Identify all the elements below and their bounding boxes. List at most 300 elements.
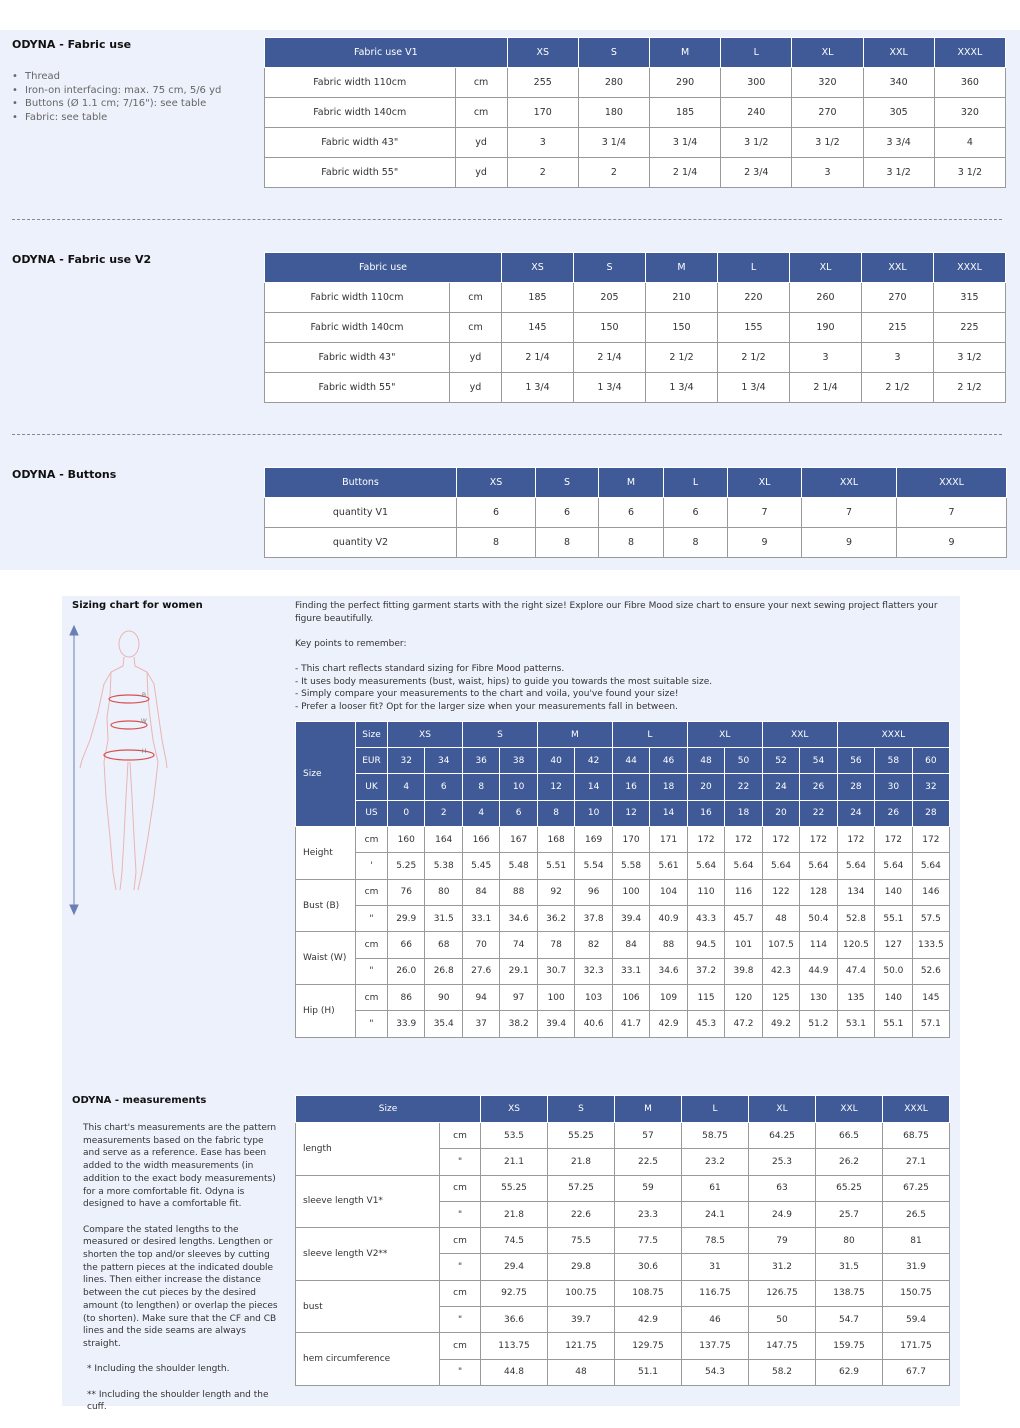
value-cell: 2 bbox=[578, 158, 649, 188]
value-cell: 70 bbox=[462, 932, 499, 958]
unit-cell: cm bbox=[455, 98, 507, 128]
table-row bbox=[296, 879, 950, 905]
measure-label: Waist (W) bbox=[296, 932, 356, 985]
size-header: Size bbox=[356, 722, 388, 748]
unit-cell: " bbox=[440, 1201, 481, 1227]
unit-cell: cm bbox=[440, 1280, 481, 1306]
size-number: 24 bbox=[837, 800, 874, 826]
size-header: L bbox=[664, 468, 728, 498]
table-row bbox=[296, 1280, 950, 1306]
value-cell: 9 bbox=[897, 528, 1007, 558]
value-cell: 127 bbox=[875, 932, 912, 958]
value-cell: 107.5 bbox=[762, 932, 799, 958]
value-cell: 45.7 bbox=[725, 906, 762, 932]
size-number: 14 bbox=[575, 774, 612, 800]
table-row bbox=[296, 853, 950, 879]
value-cell: 4 bbox=[934, 128, 1005, 158]
value-cell: 59.4 bbox=[883, 1307, 950, 1333]
row-label: Fabric width 110cm bbox=[265, 68, 456, 98]
value-cell: 150 bbox=[646, 313, 718, 343]
value-cell: 38.2 bbox=[500, 1011, 537, 1037]
value-cell: 1 3/4 bbox=[574, 373, 646, 403]
table-row bbox=[265, 373, 1006, 403]
row-label: Fabric width 43" bbox=[265, 343, 450, 373]
value-cell: 138.75 bbox=[816, 1280, 883, 1306]
size-header: XXXL bbox=[934, 38, 1005, 68]
size-group-header: XXL bbox=[762, 722, 837, 748]
value-cell: 67.7 bbox=[883, 1359, 950, 1385]
size-number: 54 bbox=[800, 748, 837, 774]
value-cell: 23.3 bbox=[615, 1201, 682, 1227]
size-row-label: Size bbox=[296, 722, 356, 827]
value-cell: 48 bbox=[762, 906, 799, 932]
value-cell: 100 bbox=[612, 879, 649, 905]
materials-item: • Iron-on interfacing: max. 75 cm, 5/6 yd bbox=[12, 84, 221, 98]
value-cell: 134 bbox=[837, 879, 874, 905]
materials-item: • Buttons (Ø 1.1 cm; 7/16"): see table bbox=[12, 97, 221, 111]
value-cell: 96 bbox=[575, 879, 612, 905]
value-cell: 225 bbox=[934, 313, 1006, 343]
value-cell: 100 bbox=[537, 984, 574, 1010]
value-cell: 21.8 bbox=[548, 1149, 615, 1175]
table-row bbox=[296, 1011, 950, 1037]
size-header: XS bbox=[457, 468, 536, 498]
table-header-row bbox=[265, 38, 1006, 68]
measure-label: hem circumference bbox=[296, 1333, 440, 1386]
value-cell: 140 bbox=[875, 879, 912, 905]
size-header: L bbox=[721, 38, 792, 68]
value-cell: 25.7 bbox=[816, 1201, 883, 1227]
value-cell: 42.3 bbox=[762, 958, 799, 984]
value-cell: 172 bbox=[837, 827, 874, 853]
hip-marker: H bbox=[142, 749, 147, 755]
value-cell: 27.1 bbox=[883, 1149, 950, 1175]
value-cell: 51.1 bbox=[615, 1359, 682, 1385]
value-cell: 29.9 bbox=[388, 906, 425, 932]
value-cell: 5.64 bbox=[800, 853, 837, 879]
size-number: 28 bbox=[912, 800, 949, 826]
size-header: M bbox=[599, 468, 664, 498]
value-cell: 255 bbox=[507, 68, 578, 98]
value-cell: 8 bbox=[664, 528, 728, 558]
value-cell: 29.8 bbox=[548, 1254, 615, 1280]
value-cell: 40.9 bbox=[650, 906, 687, 932]
unit-cell: " bbox=[440, 1359, 481, 1385]
size-number: 32 bbox=[388, 748, 425, 774]
value-cell: 6 bbox=[457, 498, 536, 528]
unit-cell: " bbox=[356, 906, 388, 932]
measure-label: Height bbox=[296, 827, 356, 880]
table-row bbox=[296, 932, 950, 958]
value-cell: 3 1/2 bbox=[863, 158, 934, 188]
value-cell: 5.64 bbox=[912, 853, 949, 879]
measurements-footnote: * Including the shoulder length. bbox=[87, 1364, 230, 1375]
size-number: 58 bbox=[875, 748, 912, 774]
value-cell: 26.8 bbox=[425, 958, 462, 984]
value-cell: 2 1/2 bbox=[862, 373, 934, 403]
value-cell: 31 bbox=[682, 1254, 749, 1280]
size-number: 6 bbox=[500, 800, 537, 826]
value-cell: 120.5 bbox=[837, 932, 874, 958]
unit-cell: yd bbox=[455, 128, 507, 158]
value-cell: 54.3 bbox=[682, 1359, 749, 1385]
value-cell: 78.5 bbox=[682, 1228, 749, 1254]
size-system-label: EUR bbox=[356, 748, 388, 774]
size-header: XL bbox=[792, 38, 863, 68]
value-cell: 88 bbox=[650, 932, 687, 958]
size-header: XXL bbox=[862, 253, 934, 283]
value-cell: 81 bbox=[883, 1228, 950, 1254]
value-cell: 2 1/4 bbox=[650, 158, 721, 188]
size-number: 0 bbox=[388, 800, 425, 826]
value-cell: 92 bbox=[537, 879, 574, 905]
value-cell: 88 bbox=[500, 879, 537, 905]
value-cell: 23.2 bbox=[682, 1149, 749, 1175]
value-cell: 215 bbox=[862, 313, 934, 343]
sizing-title: Sizing chart for women bbox=[72, 600, 203, 611]
value-cell: 92.75 bbox=[481, 1280, 548, 1306]
measure-label: Hip (H) bbox=[296, 984, 356, 1037]
row-label: quantity V2 bbox=[265, 528, 457, 558]
value-cell: 42.9 bbox=[650, 1011, 687, 1037]
value-cell: 360 bbox=[934, 68, 1005, 98]
value-cell: 55.1 bbox=[875, 1011, 912, 1037]
value-cell: 170 bbox=[612, 827, 649, 853]
size-header: XL bbox=[728, 468, 802, 498]
value-cell: 160 bbox=[388, 827, 425, 853]
value-cell: 9 bbox=[728, 528, 802, 558]
value-cell: 128 bbox=[800, 879, 837, 905]
value-cell: 5.64 bbox=[762, 853, 799, 879]
size-number: 6 bbox=[425, 774, 462, 800]
value-cell: 122 bbox=[762, 879, 799, 905]
size-header: XXL bbox=[802, 468, 897, 498]
value-cell: 24.9 bbox=[749, 1201, 816, 1227]
unit-cell: cm bbox=[440, 1175, 481, 1201]
value-cell: 33.1 bbox=[462, 906, 499, 932]
row-label: Fabric width 55" bbox=[265, 158, 456, 188]
value-cell: 50.0 bbox=[875, 958, 912, 984]
fabric-v1-title: ODYNA - Fabric use bbox=[12, 38, 132, 51]
size-number: 34 bbox=[425, 748, 462, 774]
value-cell: 2 1/2 bbox=[718, 343, 790, 373]
size-number: 52 bbox=[762, 748, 799, 774]
value-cell: 5.38 bbox=[425, 853, 462, 879]
buttons-title: ODYNA - Buttons bbox=[12, 468, 117, 481]
value-cell: 220 bbox=[718, 283, 790, 313]
value-cell: 5.25 bbox=[388, 853, 425, 879]
value-cell: 2 bbox=[507, 158, 578, 188]
value-cell: 172 bbox=[762, 827, 799, 853]
value-cell: 315 bbox=[934, 283, 1006, 313]
value-cell: 8 bbox=[599, 528, 664, 558]
measurements-note: This chart's measurements are the pattern measurements based on the fabric type and serve as a reference. Ease has been added to the width measurements (in addition to the exact body measurements) for a more comfortable fit. Odyna is designed to have a comfortable fit. bbox=[83, 1123, 277, 1210]
value-cell: 147.75 bbox=[749, 1333, 816, 1359]
value-cell: 190 bbox=[790, 313, 862, 343]
value-cell: 110 bbox=[687, 879, 724, 905]
unit-cell: yd bbox=[450, 373, 502, 403]
size-number: 36 bbox=[462, 748, 499, 774]
value-cell: 3 bbox=[790, 343, 862, 373]
size-header: XS bbox=[502, 253, 574, 283]
value-cell: 42.9 bbox=[615, 1307, 682, 1333]
size-number: 16 bbox=[612, 774, 649, 800]
value-cell: 167 bbox=[500, 827, 537, 853]
value-cell: 104 bbox=[650, 879, 687, 905]
value-cell: 5.64 bbox=[687, 853, 724, 879]
value-cell: 30.7 bbox=[537, 958, 574, 984]
unit-cell: cm bbox=[450, 313, 502, 343]
value-cell: 24.1 bbox=[682, 1201, 749, 1227]
value-cell: 1 3/4 bbox=[718, 373, 790, 403]
value-cell: 39.7 bbox=[548, 1307, 615, 1333]
unit-cell: " bbox=[440, 1254, 481, 1280]
value-cell: 120 bbox=[725, 984, 762, 1010]
size-number: 2 bbox=[425, 800, 462, 826]
arrow-down-icon bbox=[70, 905, 78, 914]
value-cell: 3 3/4 bbox=[863, 128, 934, 158]
value-cell: 30.6 bbox=[615, 1254, 682, 1280]
size-group-header: XS bbox=[388, 722, 463, 748]
unit-cell: " bbox=[356, 958, 388, 984]
value-cell: 5.64 bbox=[875, 853, 912, 879]
fabric-v1-table bbox=[264, 37, 1006, 188]
value-cell: 67.25 bbox=[883, 1175, 950, 1201]
intro-point: - This chart reflects standard sizing for Fibre Mood patterns. bbox=[295, 663, 565, 674]
value-cell: 84 bbox=[462, 879, 499, 905]
value-cell: 140 bbox=[875, 984, 912, 1010]
table-row bbox=[296, 1175, 950, 1201]
value-cell: 77.5 bbox=[615, 1228, 682, 1254]
value-cell: 21.1 bbox=[481, 1149, 548, 1175]
value-cell: 57 bbox=[615, 1123, 682, 1149]
materials-item: • Fabric: see table bbox=[12, 111, 221, 125]
value-cell: 37.2 bbox=[687, 958, 724, 984]
value-cell: 34.6 bbox=[500, 906, 537, 932]
value-cell: 55.1 bbox=[875, 906, 912, 932]
value-cell: 185 bbox=[650, 98, 721, 128]
value-cell: 164 bbox=[425, 827, 462, 853]
size-number: 40 bbox=[537, 748, 574, 774]
value-cell: 106 bbox=[612, 984, 649, 1010]
table-row bbox=[296, 800, 950, 826]
woman-silhouette bbox=[80, 631, 167, 890]
value-cell: 49.2 bbox=[762, 1011, 799, 1037]
value-cell: 55.25 bbox=[481, 1175, 548, 1201]
measurements-table bbox=[295, 1095, 950, 1386]
size-header: XXXL bbox=[897, 468, 1007, 498]
value-cell: 3 bbox=[792, 158, 863, 188]
size-header: M bbox=[650, 38, 721, 68]
value-cell: 5.64 bbox=[725, 853, 762, 879]
value-cell: 3 bbox=[507, 128, 578, 158]
size-header: S bbox=[578, 38, 649, 68]
size-group-header: L bbox=[612, 722, 687, 748]
value-cell: 116 bbox=[725, 879, 762, 905]
value-cell: 210 bbox=[646, 283, 718, 313]
table-row bbox=[296, 906, 950, 932]
size-header: XXL bbox=[816, 1096, 883, 1123]
value-cell: 166 bbox=[462, 827, 499, 853]
size-number: 56 bbox=[837, 748, 874, 774]
size-system-label: UK bbox=[356, 774, 388, 800]
value-cell: 78 bbox=[537, 932, 574, 958]
value-cell: 340 bbox=[863, 68, 934, 98]
value-cell: 37 bbox=[462, 1011, 499, 1037]
measurements-title: ODYNA - measurements bbox=[72, 1095, 207, 1106]
value-cell: 26.5 bbox=[883, 1201, 950, 1227]
size-header: XS bbox=[481, 1096, 548, 1123]
value-cell: 44.9 bbox=[800, 958, 837, 984]
value-cell: 36.6 bbox=[481, 1307, 548, 1333]
value-cell: 2 1/2 bbox=[646, 343, 718, 373]
value-cell: 145 bbox=[502, 313, 574, 343]
value-cell: 33.1 bbox=[612, 958, 649, 984]
value-cell: 9 bbox=[802, 528, 897, 558]
table-header-row bbox=[296, 1096, 950, 1123]
materials-item: • Thread bbox=[12, 70, 221, 84]
value-cell: 135 bbox=[837, 984, 874, 1010]
value-cell: 155 bbox=[718, 313, 790, 343]
value-cell: 103 bbox=[575, 984, 612, 1010]
size-number: 22 bbox=[725, 774, 762, 800]
size-number: 18 bbox=[725, 800, 762, 826]
size-number: 4 bbox=[462, 800, 499, 826]
unit-cell: cm bbox=[440, 1123, 481, 1149]
value-cell: 66.5 bbox=[816, 1123, 883, 1149]
size-number: 28 bbox=[837, 774, 874, 800]
value-cell: 74.5 bbox=[481, 1228, 548, 1254]
value-cell: 130 bbox=[800, 984, 837, 1010]
value-cell: 57.1 bbox=[912, 1011, 949, 1037]
value-cell: 54.7 bbox=[816, 1307, 883, 1333]
sizing-table bbox=[295, 721, 950, 1038]
value-cell: 129.75 bbox=[615, 1333, 682, 1359]
unit-cell: " bbox=[356, 1011, 388, 1037]
unit-cell: cm bbox=[455, 68, 507, 98]
value-cell: 2 1/4 bbox=[502, 343, 574, 373]
size-group-header: M bbox=[537, 722, 612, 748]
value-cell: 79 bbox=[749, 1228, 816, 1254]
value-cell: 94 bbox=[462, 984, 499, 1010]
value-cell: 94.5 bbox=[687, 932, 724, 958]
value-cell: 5.45 bbox=[462, 853, 499, 879]
value-cell: 39.4 bbox=[537, 1011, 574, 1037]
size-number: 12 bbox=[612, 800, 649, 826]
value-cell: 172 bbox=[875, 827, 912, 853]
value-cell: 26.2 bbox=[816, 1149, 883, 1175]
table-row bbox=[296, 722, 950, 748]
unit-cell: cm bbox=[440, 1228, 481, 1254]
value-cell: 50.4 bbox=[800, 906, 837, 932]
row-label: Fabric width 55" bbox=[265, 373, 450, 403]
value-cell: 116.75 bbox=[682, 1280, 749, 1306]
value-cell: 113.75 bbox=[481, 1333, 548, 1359]
unit-cell: " bbox=[440, 1307, 481, 1333]
value-cell: 80 bbox=[816, 1228, 883, 1254]
value-cell: 172 bbox=[912, 827, 949, 853]
size-number: 8 bbox=[537, 800, 574, 826]
table-row bbox=[265, 498, 1007, 528]
measure-label: Bust (B) bbox=[296, 879, 356, 932]
value-cell: 80 bbox=[425, 879, 462, 905]
value-cell: 172 bbox=[800, 827, 837, 853]
materials-list bbox=[12, 70, 221, 124]
table-row bbox=[296, 1228, 950, 1254]
value-cell: 48 bbox=[548, 1359, 615, 1385]
value-cell: 115 bbox=[687, 984, 724, 1010]
size-group-header: XXXL bbox=[837, 722, 949, 748]
value-cell: 146 bbox=[912, 879, 949, 905]
value-cell: 53.1 bbox=[837, 1011, 874, 1037]
value-cell: 76 bbox=[388, 879, 425, 905]
value-cell: 5.51 bbox=[537, 853, 574, 879]
value-cell: 51.2 bbox=[800, 1011, 837, 1037]
value-cell: 145 bbox=[912, 984, 949, 1010]
arrow-up-icon bbox=[70, 626, 78, 635]
value-cell: 40.6 bbox=[575, 1011, 612, 1037]
unit-cell: cm bbox=[356, 879, 388, 905]
value-cell: 22.5 bbox=[615, 1149, 682, 1175]
value-cell: 133.5 bbox=[912, 932, 949, 958]
value-cell: 300 bbox=[721, 68, 792, 98]
value-cell: 171 bbox=[650, 827, 687, 853]
size-number: 10 bbox=[500, 774, 537, 800]
value-cell: 59 bbox=[615, 1175, 682, 1201]
row-label: quantity V1 bbox=[265, 498, 457, 528]
value-cell: 320 bbox=[792, 68, 863, 98]
value-cell: 290 bbox=[650, 68, 721, 98]
value-cell: 171.75 bbox=[883, 1333, 950, 1359]
value-cell: 26.0 bbox=[388, 958, 425, 984]
section-divider bbox=[12, 434, 1002, 435]
value-cell: 43.3 bbox=[687, 906, 724, 932]
size-number: 14 bbox=[650, 800, 687, 826]
unit-cell: cm bbox=[356, 984, 388, 1010]
value-cell: 50 bbox=[749, 1307, 816, 1333]
value-cell: 52.6 bbox=[912, 958, 949, 984]
value-cell: 36.2 bbox=[537, 906, 574, 932]
value-cell: 3 1/2 bbox=[792, 128, 863, 158]
size-number: 48 bbox=[687, 748, 724, 774]
intro-point: - Prefer a looser fit? Opt for the larger size when your measurements fall in between. bbox=[295, 701, 678, 712]
value-cell: 150 bbox=[574, 313, 646, 343]
size-header: XS bbox=[507, 38, 578, 68]
value-cell: 35.4 bbox=[425, 1011, 462, 1037]
table-row bbox=[296, 774, 950, 800]
value-cell: 75.5 bbox=[548, 1228, 615, 1254]
value-cell: 58.75 bbox=[682, 1123, 749, 1149]
value-cell: 3 1/4 bbox=[578, 128, 649, 158]
measurements-note: Compare the stated lengths to the measured or desired lengths. Lengthen or shorten the top and/or sleeves by cutting the pattern pieces at the indicated double lines. Then either increase the distance between the cut pieces by the desired amount (to lengthen) or overlap the pieces (to shorten). Make sure that the CF and CB lines and the side seams are always straight. bbox=[83, 1224, 278, 1349]
value-cell: 31.9 bbox=[883, 1254, 950, 1280]
value-cell: 2 1/4 bbox=[790, 373, 862, 403]
value-cell: 3 bbox=[862, 343, 934, 373]
value-cell: 7 bbox=[802, 498, 897, 528]
size-number: 60 bbox=[912, 748, 949, 774]
table-row bbox=[265, 528, 1007, 558]
value-cell: 305 bbox=[863, 98, 934, 128]
value-cell: 169 bbox=[575, 827, 612, 853]
table-row bbox=[296, 748, 950, 774]
value-cell: 45.3 bbox=[687, 1011, 724, 1037]
intro-point: - It uses body measurements (bust, waist, hips) to guide you towards the most suitable size. bbox=[295, 676, 713, 687]
size-number: 30 bbox=[875, 774, 912, 800]
value-cell: 39.4 bbox=[612, 906, 649, 932]
value-cell: 172 bbox=[725, 827, 762, 853]
section-divider bbox=[12, 219, 1002, 220]
size-header: S bbox=[574, 253, 646, 283]
